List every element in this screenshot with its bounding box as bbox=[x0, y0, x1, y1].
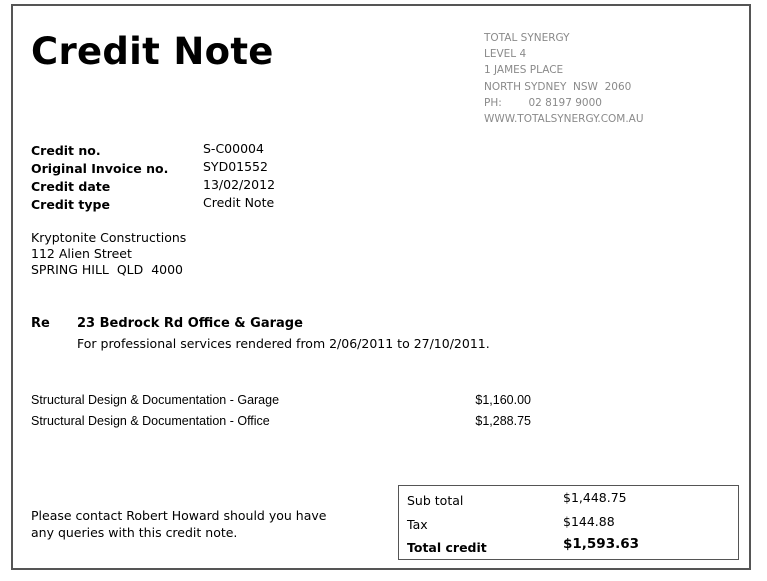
line-item-amount: $1,288.75 bbox=[475, 414, 531, 428]
client-suburb: SPRING HILL QLD 4000 bbox=[31, 262, 184, 277]
client-name: Kryptonite Constructions bbox=[31, 230, 187, 245]
line-item-description: Structural Design & Documentation - Garage bbox=[31, 393, 280, 407]
project-description: For professional services rendered from 2/06/2011 to 27/10/2011. bbox=[77, 336, 490, 351]
company-phone: PH: 02 8197 9000 bbox=[484, 96, 602, 109]
client-street: 112 Alien Street bbox=[31, 246, 132, 261]
subtotal-value: $1,448.75 bbox=[563, 490, 627, 505]
company-address-line: 1 JAMES PLACE bbox=[484, 64, 564, 77]
line-item bbox=[31, 393, 531, 414]
credit-number-label: Credit no. bbox=[31, 143, 101, 158]
tax-value: $144.88 bbox=[563, 514, 615, 529]
line-item-amount: $1,160.00 bbox=[475, 393, 531, 407]
re-label: Re bbox=[31, 316, 50, 331]
contact-note: Please contact Robert Howard should you have any queries with this credit note. bbox=[31, 508, 327, 540]
company-website: WWW.TOTALSYNERGY.COM.AU bbox=[484, 112, 644, 125]
credit-type-label: Credit type bbox=[31, 197, 110, 212]
line-items bbox=[31, 393, 531, 435]
project-title: 23 Bedrock Rd Office & Garage bbox=[77, 316, 303, 331]
company-details bbox=[484, 30, 644, 127]
tax-label: Tax bbox=[407, 517, 428, 532]
company-address-line: LEVEL 4 bbox=[484, 48, 527, 61]
company-address-line: NORTH SYDNEY NSW 2060 bbox=[484, 80, 632, 93]
total-credit-label: Total credit bbox=[407, 540, 487, 555]
subtotal-label: Sub total bbox=[407, 493, 464, 508]
line-item bbox=[31, 414, 531, 435]
original-invoice-label: Original Invoice no. bbox=[31, 161, 169, 176]
original-invoice-value: SYD01552 bbox=[203, 159, 268, 174]
total-credit-value: $1,593.63 bbox=[563, 536, 640, 552]
credit-number-value: S-C00004 bbox=[203, 141, 264, 156]
document-title: Credit Note bbox=[31, 30, 274, 73]
credit-date-value: 13/02/2012 bbox=[203, 177, 276, 192]
company-name: TOTAL SYNERGY bbox=[484, 32, 570, 44]
client-address bbox=[31, 230, 186, 278]
totals-box bbox=[398, 485, 739, 560]
credit-type-value: Credit Note bbox=[203, 195, 275, 210]
line-item-description: Structural Design & Documentation - Office bbox=[31, 414, 270, 428]
credit-date-label: Credit date bbox=[31, 179, 111, 194]
